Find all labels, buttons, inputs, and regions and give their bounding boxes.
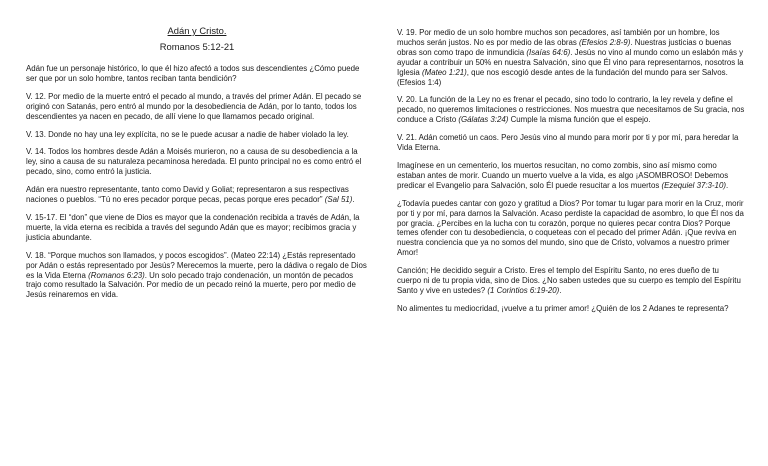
document-title: Adán y Cristo. <box>167 25 227 36</box>
paragraph <box>26 130 368 140</box>
right-column <box>397 0 745 322</box>
paragraph <box>26 185 368 205</box>
paragraph <box>397 304 745 314</box>
paragraph-text: . Nuestras justicias o buenas obras son como trapo de inmundicia <box>397 37 732 57</box>
paragraph-text: No alimentes tu mediocridad, ¡vuelve a tu primer amor! ¿Quién de los 2 Adanes te representa? <box>397 303 729 313</box>
paragraph-text: . <box>725 180 729 190</box>
paragraph-text: Adán fue un personaje histórico, lo que él hizo afectó a todos sus descendientes ¿Cómo puede ser que por un solo hombre, tantos reciban tanta bendición? <box>26 64 360 83</box>
left-paragraphs <box>26 64 368 300</box>
paragraph-text: . <box>352 195 355 205</box>
paragraph-text: . <box>559 285 562 295</box>
left-column <box>26 0 368 308</box>
paragraph-text: , que nos escogió desde antes de la fundación del mundo para ser Salvos. (Efesios 1:4) <box>397 67 728 87</box>
bible-reference: (Sal 51) <box>324 195 353 205</box>
paragraph <box>26 213 368 243</box>
bible-reference: (Mateo 1:21) <box>422 67 467 77</box>
paragraph <box>397 199 745 258</box>
paragraph-text: V. 14. Todos los hombres desde Adán a Moisés murieron, no a causa de su desobediencia a la ley, sino a causa de su naturaleza pecaminosa heredada. El punto principal no es como entró el pecado, sino, como entró la justicia. <box>26 147 362 177</box>
paragraph <box>26 92 368 122</box>
paragraph-text: V. 21. Adán cometió un caos. Pero Jesús vino al mundo para morir por ti y por mí, para heredar la Vida Eterna. <box>397 133 739 153</box>
paragraph-text: V. 15-17. El “don” que viene de Dios es mayor que la condenación recibida a través de Adán, la muerte, la vida eterna es recibida a través del segundo Adán que es mayor; recibimos gracia y justicia abundante. <box>26 212 360 242</box>
paragraph-text: ¿Todavía puedes cantar con gozo y gratitud a Dios? Por tomar tu lugar para morir en la Cruz, morir por ti y por mí, para darnos la Salvación. Acaso perdiste la capacidad de asombro, lo que Él nos da por gracia. ¿Percibes en la lucha con tu corazón, porque no quieres pecar contra Dios? Porque temes ofender con tu desobediencia, o coqueteas con el pecado del primer Adán. ¡Que reviva en nuestra conciencia que ya no somos del mundo, sino que de Cristo, volvamos a nuestro primer Amor! <box>397 198 744 258</box>
document-subtitle: Romanos 5:12-21 <box>159 41 235 52</box>
bible-reference: (Romanos 6:23) <box>88 270 145 280</box>
paragraph-text: V. 18. “Porque muchos son llamados, y pocos escogidos”. (Mateo 22:14) ¿Estás representado por Adán o estás representado por Jesús? Merecemos la muerte, pero la dádiva o regalo de Dios es la Vida Eterna <box>26 250 367 280</box>
bible-reference: (Efesios 2:8-9) <box>579 37 631 47</box>
bible-reference: (1 Corintios 6:19-20) <box>487 285 560 295</box>
paragraph-text: V. 12. Por medio de la muerte entró el pecado al mundo, a través del primer Adán. El pecado se originó con Satanás, pero entró al mundo por la desobediencia de Adán, por lo tanto, todos los descendientes ya nacen en pecado, de allí viene lo que llamamos pecado original. <box>26 91 362 121</box>
paragraph <box>397 133 745 153</box>
paragraph-text: Cumple la misma función que el espejo. <box>508 115 651 125</box>
paragraph <box>26 64 368 84</box>
paragraph-text: Imagínese en un cementerio, los muertos resucitan, no como zombis, sino así mismo como estaban antes de morir. Cuando un muerto vuelve a la vida, es algo ¡ASOMBROSO! Debemos predicar el Evangelio para Salvación, solo Él puede resucitar a los muertos <box>397 160 729 190</box>
paragraph <box>397 266 745 296</box>
paragraph <box>397 161 745 191</box>
bible-reference: (Gálatas 3:24) <box>458 115 509 125</box>
paragraph-text: V. 19. Por medio de un solo hombre muchos son pecadores, así también por un hombre, los muchos serán justos. No es por medio de las obras <box>397 28 720 47</box>
right-paragraphs <box>397 28 745 314</box>
paragraph-text: V. 13. Donde no hay una ley explícita, no se le puede acusar a nadie de haber violado la ley. <box>26 129 349 139</box>
paragraph <box>26 147 368 177</box>
paragraph-text: V. 20. La función de la Ley no es frenar el pecado, sino todo lo contrario, la ley revela y define el pecado, no queremos limitaciones o restricciones. Nos muestra que necesitamos de Su gracia, nos conduce a Cristo <box>397 95 745 125</box>
paragraph <box>397 28 745 87</box>
paragraph <box>397 95 745 125</box>
paragraph-text: Adán era nuestro representante, tanto como David y Goliat; representaron a sus respectivas naciones o pueblos. “Tú no eres pecador porque pecas, pecas porque eres pecador” <box>26 185 349 205</box>
paragraph-text: Canción; He decidido seguir a Cristo. Eres el templo del Espíritu Santo, no eres dueño de tu cuerpo ni de tu propia vida, sino de Dios. ¿No saben ustedes que su cuerpo es templo del Espíritu Santo y vive en ustedes? <box>397 266 741 295</box>
bible-reference: (Isaías 64:6) <box>526 47 571 57</box>
paragraph-text: . Un solo pecado trajo condenación, un montón de pecados trajo como resultado la Salvación. Por medio de un pecado reinó la muerte, pero por medio de Jesús reinaremos en vida. <box>26 270 356 300</box>
paragraph-text: . Jesús no vino al mundo como un eslabón más y ayudar a contribuir un 50% en nuestra Salvación, sino que Él vino para representarnos, nosotros la Iglesia <box>397 47 744 77</box>
paragraph <box>26 251 368 301</box>
bible-reference: (Ezequiel 37:3-10) <box>661 180 726 190</box>
